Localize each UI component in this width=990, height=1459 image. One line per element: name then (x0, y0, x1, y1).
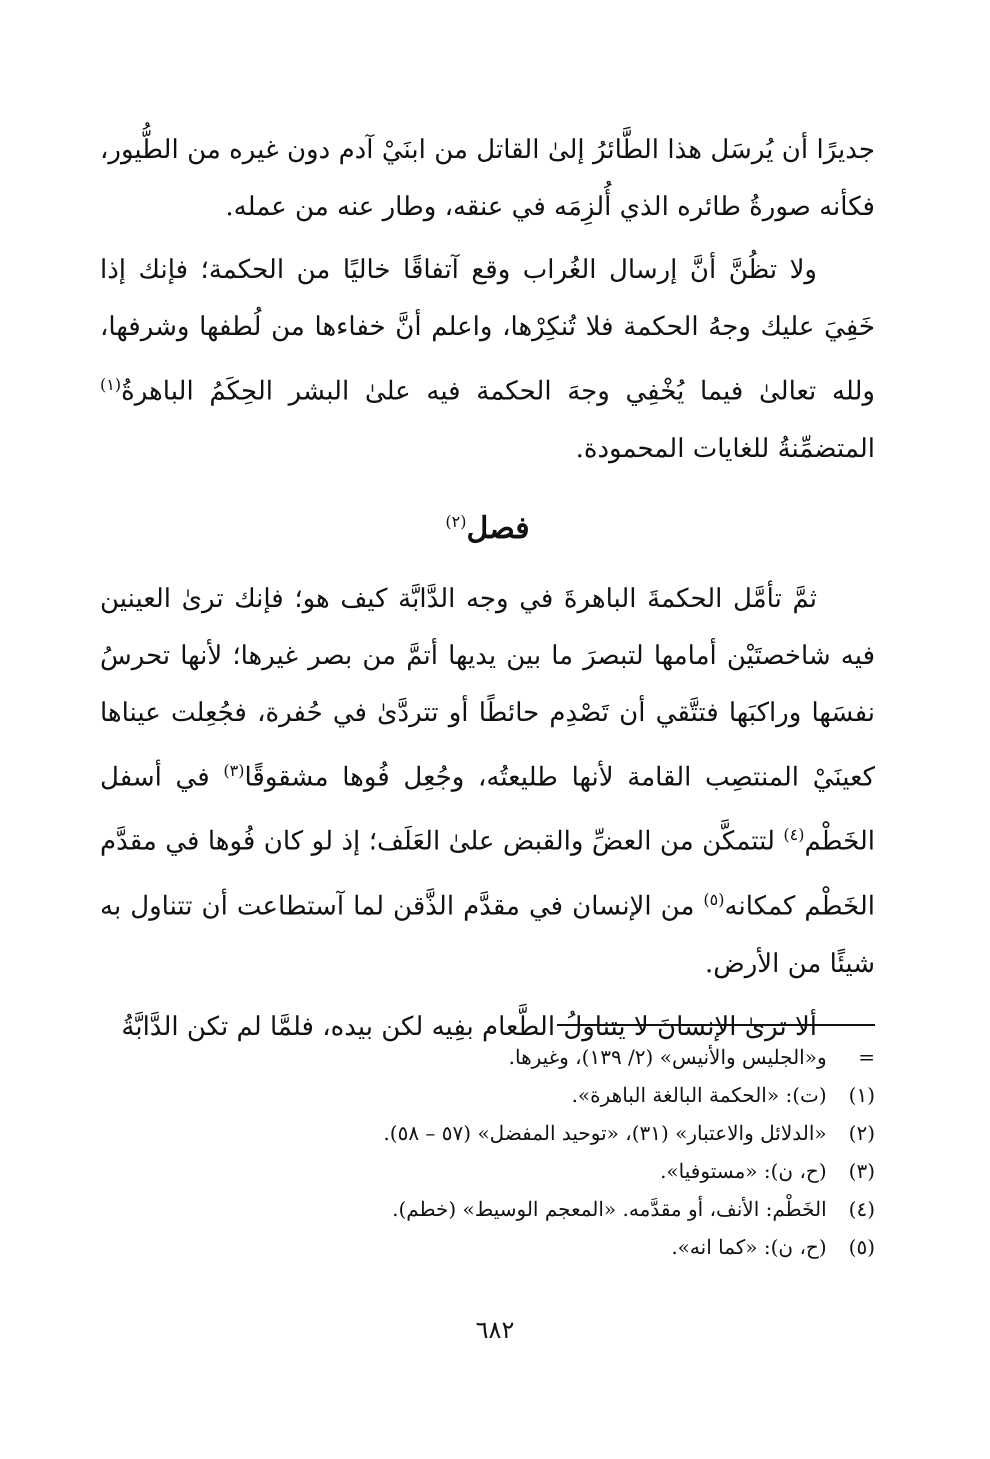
footnote-1 (100, 1078, 875, 1112)
footnote-5 (100, 1230, 875, 1264)
paragraph-3-text-a: ثمَّ تأمَّل الحكمةَ الباهرةَ في وجه الدَّابَّة كيف هو؛ فإنك ترىٰ العينين فيه شاخصتَيْن أمامها لتبصرَ ما بين يديها أتمَّ من بصر غيرها؛ لأنها تحرسُ نفسَها وراكبَها فتتَّقي أن تَصْدِم حائطًا أو تتردَّىٰ في حُفرة، فجُعِلت عيناها كعينَيْ المنتصِب القامة لأنها طليعتُه، وجُعِل فُوها مشقوقًا (100, 583, 875, 793)
footnote-continuation (100, 1040, 875, 1074)
footnotes (100, 1040, 875, 1268)
footnote-3 (100, 1154, 875, 1188)
footnote-ref-2: (٢) (445, 511, 467, 531)
footnote-mark: (١) (848, 1083, 875, 1107)
paragraph-1 (100, 122, 875, 236)
footnote-text: (ح، ن): «مستوفيا». (660, 1159, 827, 1183)
footnote-mark: (٤) (848, 1197, 875, 1221)
footnote-ref-5: (٥) (703, 889, 725, 909)
paragraph-2 (100, 242, 875, 478)
paragraph-3-text-b: في أسفل الخَطْم (100, 762, 875, 857)
footnote-text: (ت): «الحكمة البالغة الباهرة». (571, 1083, 827, 1107)
footnote-mark: = (858, 1045, 875, 1069)
footnote-mark: (٣) (848, 1159, 875, 1183)
footnote-2 (100, 1116, 875, 1150)
footnote-4 (100, 1192, 875, 1226)
paragraph-2-text-b: المتضمِّنةُ للغايات المحمودة. (575, 433, 875, 464)
footnote-text: (ح، ن): «كما انه». (671, 1235, 827, 1259)
paragraph-3 (100, 571, 875, 993)
footnote-separator (557, 1024, 875, 1026)
paragraph-4-text: ألا ترىٰ الإنسانَ لا يتناولُ الطَّعام بفِيه لكن بيده، فلمَّا لم تكن الدَّابَّةُ (121, 1011, 817, 1042)
footnote-mark: (٢) (848, 1121, 875, 1145)
footnote-ref-3: (٣) (223, 760, 245, 780)
footnote-ref-1: (١) (100, 375, 122, 394)
section-heading (100, 492, 875, 559)
footnote-text: «الدلائل والاعتبار» (٣١)، «توحيد المفضل» (٥٧ – ٥٨). (383, 1121, 827, 1145)
paragraph-2-text-a: ولا تظُنَّ أنَّ إرسال الغُراب وقع آتفاقًا خاليًا من الحكمة؛ فإنك إذا خَفِيَ عليك وجهُ الحكمة فلا تُنكِرْها، واعلم أنَّ خفاءها من لُطفها وشرفها، ولله تعالىٰ فيما يُخْفِي وجهَ الحكمة فيه علىٰ البشر الحِكَمُ الباهرةُ (100, 255, 875, 407)
footnote-mark: (٥) (848, 1235, 875, 1259)
footnote-ref-4: (٤) (783, 825, 805, 845)
paragraph-3-text-c: لتتمكَّن من العضِّ والقبض علىٰ العَلَف؛ إذ لو كان فُوها في مقدَّم الخَطْم كمكانه (100, 826, 875, 922)
footnote-text: و«الجليس والأنيس» (٢/ ١٣٩)، وغيرها. (508, 1045, 827, 1069)
page-number: ٦٨٢ (475, 1316, 515, 1344)
paragraph-3-text-d: من الإنسان في مقدَّم الذَّقن لما آستطاعت أن تتناول به شيئًا من الأرض. (100, 891, 875, 979)
footnote-text: الخَطْم: الأنف، أو مقدَّمه. «المعجم الوسيط» (خطم). (392, 1197, 827, 1221)
paragraph-1-text: جديرًا أن يُرسَل هذا الطَّائرُ إلىٰ القاتل من ابنَيْ آدم دون غيره من الطُّيور، فكأنه صورةُ طائره الذي أُلزِمَه في عنقه، وطار عنه من عمله. (100, 135, 875, 222)
main-text (100, 122, 875, 1056)
section-heading-text: فصل (466, 510, 530, 546)
